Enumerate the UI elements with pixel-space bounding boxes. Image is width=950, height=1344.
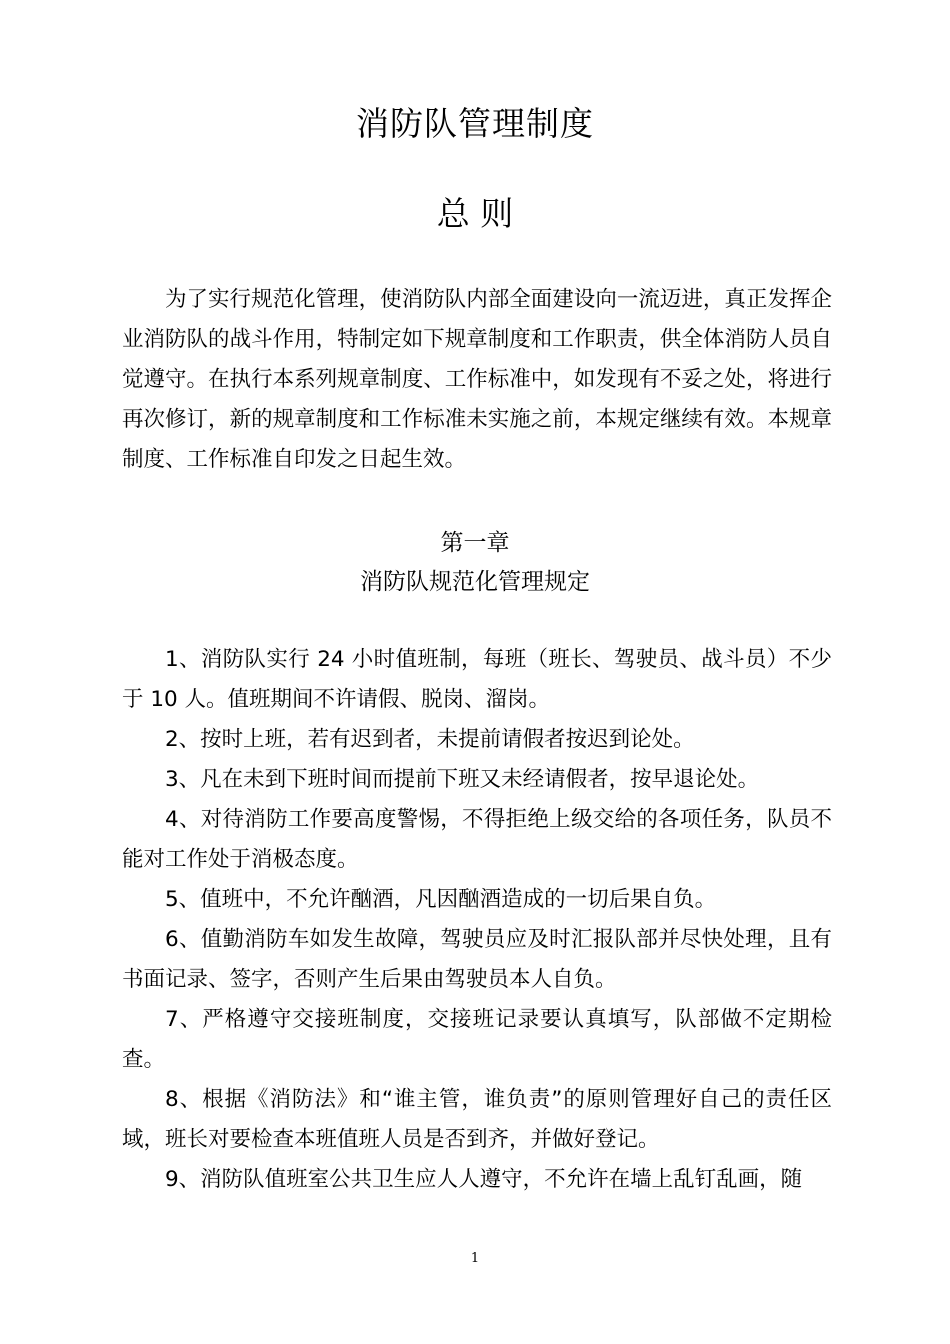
rule-item: 6、值勤消防车如发生故障，驾驶员应及时汇报队部并尽快处理，且有书面记录、签字，否则产生后果由驾驶员本人自负。 bbox=[122, 927, 832, 992]
rule-item: 2、按时上班，若有迟到者，未提前请假者按迟到论处。 bbox=[165, 727, 695, 752]
rules-list bbox=[122, 640, 832, 1200]
intro-paragraph: 为了实行规范化管理，使消防队内部全面建设向一流迈进，真正发挥企业消防队的战斗作用，特制定如下规章制度和工作职责，供全体消防人员自觉遵守。在执行本系列规章制度、工作标准中，如发现有不妥之处，将进行再次修订，新的规章制度和工作标准未实施之前，本规定继续有效。本规章制度、工作标准自印发之日起生效。 bbox=[122, 287, 832, 472]
document-title: 消防队管理制度 bbox=[356, 104, 594, 143]
chapter-title: 消防队规范化管理规定 bbox=[360, 569, 590, 595]
rule-item: 8、根据《消防法》和“谁主管，谁负责”的原则管理好自己的责任区域，班长对要检查本班值班人员是否到齐，并做好登记。 bbox=[122, 1087, 832, 1152]
page-number: 1 bbox=[470, 1251, 480, 1266]
rule-item: 4、对待消防工作要高度警惕，不得拒绝上级交给的各项任务，队员不能对工作处于消极态度。 bbox=[122, 807, 832, 872]
chapter-number: 第一章 bbox=[440, 530, 510, 556]
rule-item: 3、凡在未到下班时间而提前下班又未经请假者，按早退论处。 bbox=[165, 767, 760, 792]
rule-item: 1、消防队实行 24 小时值班制，每班（班长、驾驶员、战斗员）不少于 10 人。值班期间不许请假、脱岗、溜岗。 bbox=[122, 647, 832, 712]
rule-item: 7、严格遵守交接班制度，交接班记录要认真填写，队部做不定期检查。 bbox=[122, 1007, 832, 1072]
rule-item: 5、值班中，不允许酗酒，凡因酗酒造成的一切后果自负。 bbox=[165, 887, 717, 912]
rule-item: 9、消防队值班室公共卫生应人人遵守，不允许在墙上乱钉乱画，随 bbox=[165, 1167, 803, 1192]
section-heading: 总 则 bbox=[436, 194, 514, 233]
